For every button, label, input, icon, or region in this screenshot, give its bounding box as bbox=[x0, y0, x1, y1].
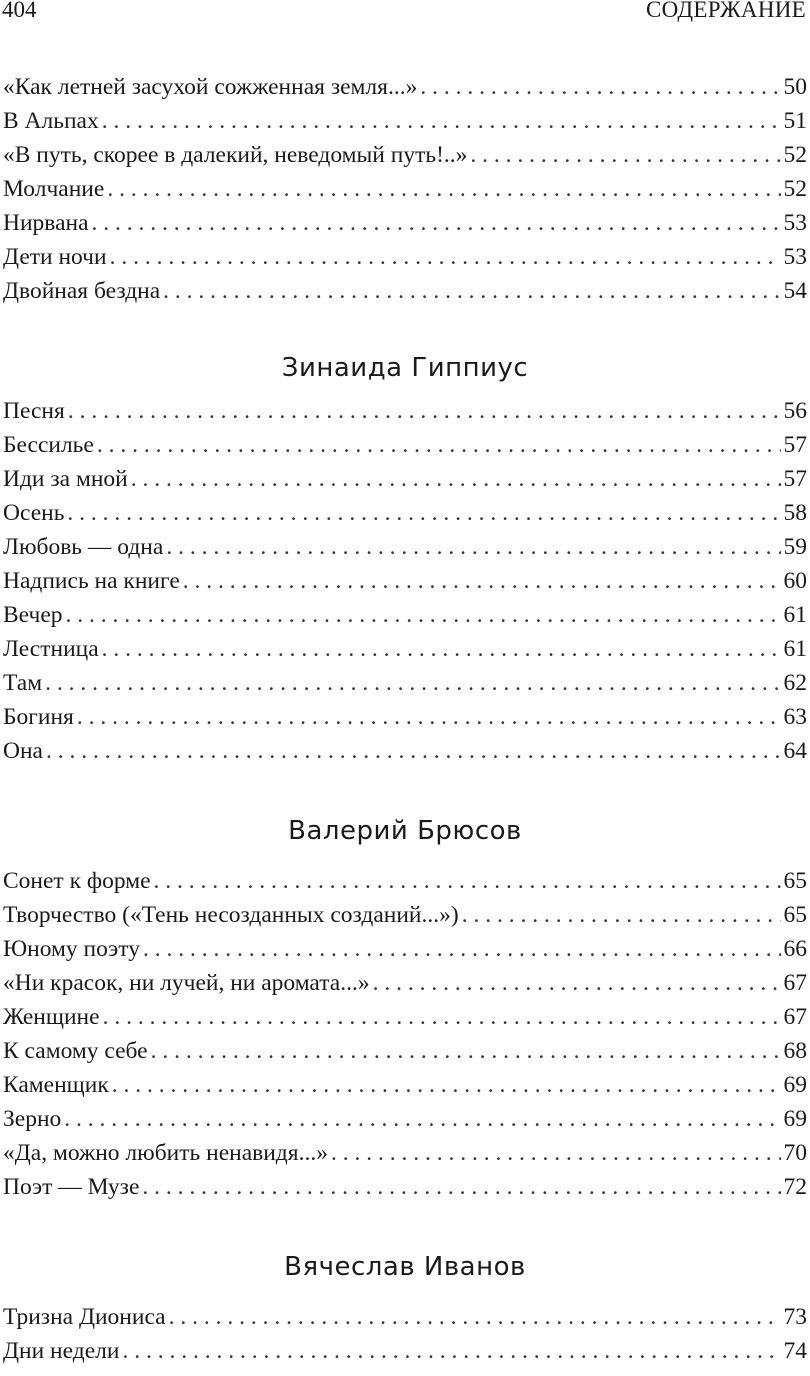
dot-leader bbox=[110, 240, 781, 274]
dot-leader bbox=[77, 700, 781, 734]
entry-page-number: 74 bbox=[783, 1338, 807, 1364]
dot-leader bbox=[112, 1068, 781, 1102]
section-heading: Зинаида Гиппиус bbox=[281, 353, 529, 383]
entry-title: Поэт — Музе bbox=[3, 1174, 140, 1200]
dot-leader bbox=[107, 172, 780, 206]
dot-leader bbox=[122, 1334, 780, 1368]
entry-page-number: 69 bbox=[783, 1106, 807, 1132]
toc-entry[interactable] bbox=[3, 598, 807, 632]
entry-title: Дни недели bbox=[3, 1338, 120, 1364]
dot-leader bbox=[142, 1170, 780, 1204]
dot-leader bbox=[46, 734, 781, 768]
dot-leader bbox=[103, 1000, 781, 1034]
entry-page-number: 69 bbox=[783, 1072, 807, 1098]
dot-leader bbox=[45, 666, 780, 700]
dot-leader bbox=[131, 462, 781, 496]
entry-page-number: 62 bbox=[783, 670, 807, 696]
entry-page-number: 66 bbox=[783, 936, 807, 962]
entry-page-number: 59 bbox=[783, 534, 807, 560]
entry-title: Вечер bbox=[3, 602, 63, 628]
dot-leader bbox=[420, 70, 780, 104]
dot-leader bbox=[64, 1102, 780, 1136]
entry-title: «Ни красок, ни лучей, ни аромата...» bbox=[3, 970, 370, 996]
entry-title: Там bbox=[3, 670, 43, 696]
entry-page-number: 53 bbox=[783, 210, 807, 236]
running-title: СОДЕРЖАНИЕ bbox=[645, 0, 806, 22]
toc-entry[interactable] bbox=[3, 564, 807, 598]
dot-leader bbox=[151, 1034, 781, 1068]
toc-entry[interactable] bbox=[3, 240, 807, 274]
entry-page-number: 70 bbox=[783, 1140, 807, 1166]
toc-entry[interactable] bbox=[3, 632, 807, 666]
entry-title: «В путь, скорее в далекий, неведомый путь!..» bbox=[3, 142, 468, 168]
toc-entry[interactable] bbox=[3, 932, 807, 966]
toc-entry[interactable] bbox=[3, 1170, 807, 1204]
dot-leader bbox=[462, 898, 781, 932]
toc-entry[interactable] bbox=[3, 530, 807, 564]
toc-entry[interactable] bbox=[3, 138, 807, 172]
entry-title: Лестница bbox=[3, 636, 99, 662]
entry-page-number: 57 bbox=[783, 466, 807, 492]
toc-entry[interactable] bbox=[3, 1102, 807, 1136]
toc-entry[interactable] bbox=[3, 1000, 807, 1034]
dot-leader bbox=[183, 564, 781, 598]
entry-title: Богиня bbox=[3, 704, 74, 730]
entry-page-number: 58 bbox=[783, 500, 807, 526]
toc-entry[interactable] bbox=[3, 700, 807, 734]
toc-entry[interactable] bbox=[3, 104, 807, 138]
entry-page-number: 64 bbox=[783, 738, 807, 764]
entry-page-number: 73 bbox=[783, 1304, 807, 1330]
toc-entry[interactable] bbox=[3, 734, 807, 768]
dot-leader bbox=[143, 932, 781, 966]
toc-entry[interactable] bbox=[3, 274, 807, 308]
entry-title: Дети ночи bbox=[3, 244, 107, 270]
entry-page-number: 52 bbox=[783, 142, 807, 168]
toc-entry[interactable] bbox=[3, 462, 807, 496]
entry-page-number: 68 bbox=[783, 1038, 807, 1064]
toc-entry[interactable] bbox=[3, 1334, 807, 1368]
toc-entry[interactable] bbox=[3, 1034, 807, 1068]
toc-entry[interactable] bbox=[3, 172, 807, 206]
toc-entry[interactable] bbox=[3, 394, 807, 428]
entry-title: Сонет к форме bbox=[3, 868, 151, 894]
entry-page-number: 53 bbox=[783, 244, 807, 270]
entry-title: Иди за мной bbox=[3, 466, 128, 492]
running-head bbox=[2, 0, 806, 24]
entry-page-number: 51 bbox=[783, 108, 807, 134]
dot-leader bbox=[373, 966, 781, 1000]
toc-entry[interactable] bbox=[3, 206, 807, 240]
dot-leader bbox=[470, 138, 780, 172]
dot-leader bbox=[92, 206, 781, 240]
dot-leader bbox=[169, 1300, 781, 1334]
entry-page-number: 60 bbox=[783, 568, 807, 594]
dot-leader bbox=[66, 598, 781, 632]
entry-page-number: 72 bbox=[783, 1174, 807, 1200]
dot-leader bbox=[68, 394, 781, 428]
dot-leader bbox=[331, 1136, 781, 1170]
entry-title: Женщине bbox=[3, 1004, 100, 1030]
dot-leader bbox=[97, 428, 781, 462]
toc-entry[interactable] bbox=[3, 1068, 807, 1102]
dot-leader bbox=[154, 864, 781, 898]
entry-title: Осень bbox=[3, 500, 65, 526]
entry-title: Каменщик bbox=[3, 1072, 109, 1098]
entry-title: Молчание bbox=[3, 176, 105, 202]
entry-page-number: 61 bbox=[783, 602, 807, 628]
entry-page-number: 61 bbox=[783, 636, 807, 662]
entry-page-number: 54 bbox=[783, 278, 807, 304]
toc-entry[interactable] bbox=[3, 864, 807, 898]
entry-title: Творчество («Тень несозданных созданий...») bbox=[3, 902, 459, 928]
entry-title: Зерно bbox=[3, 1106, 62, 1132]
entry-title: Бессилье bbox=[3, 432, 94, 458]
entry-title: Двойная бездна bbox=[3, 278, 161, 304]
entry-page-number: 52 bbox=[783, 176, 807, 202]
entry-page-number: 50 bbox=[783, 74, 807, 100]
entry-page-number: 67 bbox=[783, 970, 807, 996]
entry-title: К самому себе bbox=[3, 1038, 148, 1064]
entry-title: «Как летней засухой сожженная земля...» bbox=[3, 74, 418, 100]
dot-leader bbox=[163, 274, 780, 308]
dot-leader bbox=[102, 632, 781, 666]
entry-title: Песня bbox=[3, 398, 65, 424]
toc-entry[interactable] bbox=[3, 1300, 807, 1334]
entry-page-number: 57 bbox=[783, 432, 807, 458]
entry-title: «Да, можно любить ненавидя...» bbox=[3, 1140, 328, 1166]
dot-leader bbox=[166, 530, 780, 564]
entry-page-number: 65 bbox=[783, 868, 807, 894]
entry-title: Надпись на книге bbox=[3, 568, 180, 594]
entry-title: Нирвана bbox=[3, 210, 89, 236]
entry-title: Тризна Диониса bbox=[3, 1304, 166, 1330]
page-number: 404 bbox=[2, 0, 37, 22]
entry-title: Она bbox=[3, 738, 43, 764]
toc-entry[interactable] bbox=[3, 1136, 807, 1170]
toc-entry[interactable] bbox=[3, 428, 807, 462]
toc-entry[interactable] bbox=[3, 898, 807, 932]
section-heading: Вячеслав Иванов bbox=[284, 1252, 526, 1282]
entry-page-number: 63 bbox=[783, 704, 807, 730]
section-heading: Валерий Брюсов bbox=[288, 816, 522, 846]
dot-leader bbox=[67, 496, 780, 530]
toc-entry[interactable] bbox=[3, 666, 807, 700]
toc-entry[interactable] bbox=[3, 966, 807, 1000]
entry-title: Любовь — одна bbox=[3, 534, 164, 560]
entry-page-number: 67 bbox=[783, 1004, 807, 1030]
entry-page-number: 65 bbox=[783, 902, 807, 928]
dot-leader bbox=[102, 104, 781, 138]
toc-entry[interactable] bbox=[3, 70, 807, 104]
entry-title: В Альпах bbox=[3, 108, 99, 134]
entry-page-number: 56 bbox=[783, 398, 807, 424]
toc-entry[interactable] bbox=[3, 496, 807, 530]
entry-title: Юному поэту bbox=[3, 936, 140, 962]
